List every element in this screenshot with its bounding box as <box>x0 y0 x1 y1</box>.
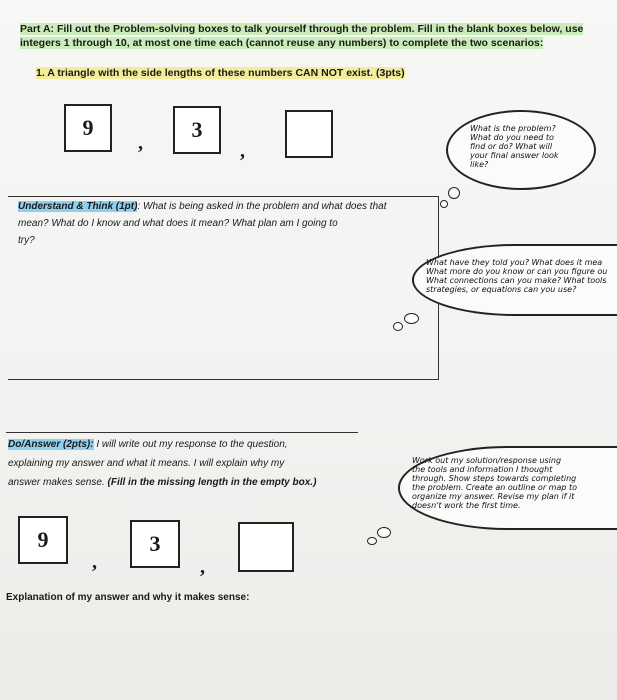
bubble-trail-dot <box>393 322 403 331</box>
part-a-label: Part A: <box>20 23 57 35</box>
part-a-line2-end: (cannot reuse any numbers) to complete the two scenarios: <box>242 37 544 49</box>
part-a-line2-start: integers 1 through 10, <box>20 37 133 49</box>
top-box-3[interactable] <box>285 110 333 158</box>
bubble-top-line: your final answer look <box>470 151 559 160</box>
question-1-number: 1. <box>36 67 45 79</box>
bubble-trail-dot <box>377 527 391 538</box>
bubble-trail-dot <box>440 200 448 208</box>
bottom-box-2: 3 <box>130 520 180 568</box>
bottom-box-3[interactable] <box>238 522 294 572</box>
thought-bubble-understand <box>412 244 617 316</box>
do-answer-line3-bold: (Fill in the missing length in the empty box.) <box>107 477 317 488</box>
bubble-bottom-line: through. Show steps towards completing <box>412 474 577 483</box>
bubble-trail-dot <box>404 313 419 324</box>
bubble-bottom-line: the problem. Create an outline or map to <box>412 483 578 492</box>
bubble-bottom-line: Work out my solution/response using <box>412 456 562 465</box>
do-answer-line1: I will write out my response to the question, <box>93 439 288 450</box>
bubble-mid-line: What more do you know or can you figure ou <box>426 267 608 276</box>
top-box-1: 9 <box>64 104 112 152</box>
understand-line3: try? <box>18 235 35 246</box>
question-1-text: A triangle with the side lengths of these numbers <box>47 67 296 79</box>
part-a-line2-bold: at most one time each <box>132 37 243 49</box>
question-1 <box>36 67 405 79</box>
understand-line2: mean? What do I know and what does it mean? What plan am I going to <box>18 218 338 229</box>
explanation-label: Explanation of my answer and why it makes sense: <box>6 592 250 603</box>
explanation-area[interactable] <box>6 612 606 692</box>
do-answer-line3-start: answer makes sense. <box>8 477 108 488</box>
top-box-2: 3 <box>173 106 221 154</box>
bubble-mid-line: strategies, or equations can you use? <box>426 285 577 294</box>
thought-bubble-do <box>398 446 617 530</box>
top-comma-2: , <box>240 140 245 162</box>
bottom-comma-2: , <box>200 556 205 578</box>
do-answer-line2: explaining my answer and what it means. I will explain why my <box>8 458 285 469</box>
bubble-trail-dot <box>448 187 460 199</box>
understand-label: Understand & Think (1pt) <box>18 201 138 212</box>
question-1-tail: exist. (3pts) <box>343 67 405 79</box>
bubble-bottom-line: the tools and information I thought <box>412 465 553 474</box>
part-a-line1: Fill out the Problem-solving boxes to talk yourself through the problem. Fill in the blank boxes below, use <box>56 23 584 35</box>
top-comma-1: , <box>138 132 143 154</box>
do-answer-prompt <box>8 435 368 492</box>
bubble-top-line: like? <box>470 160 489 169</box>
thought-bubble-problem <box>446 110 596 190</box>
question-1-emphasis: CAN NOT <box>295 67 344 79</box>
section-divider <box>438 205 439 215</box>
bubble-trail-dot <box>367 537 377 545</box>
bubble-mid-line: What have they told you? What does it mea <box>426 258 603 267</box>
bubble-bottom-line: organize my answer. Revise my plan if it <box>412 492 575 501</box>
do-answer-label: Do/Answer (2pts): <box>8 439 94 450</box>
bubble-top-line: What is the problem? <box>470 124 556 133</box>
understand-prompt <box>18 198 438 249</box>
understand-line1: : What is being asked in the problem and what does that <box>137 201 387 212</box>
do-answer-top-line <box>6 432 358 433</box>
bubble-top-line: What do you need to <box>470 133 554 142</box>
bubble-bottom-line: doesn't work the first time. <box>412 501 521 510</box>
bubble-top-line: find or do? What will <box>470 142 553 151</box>
bottom-comma-1: , <box>92 551 97 573</box>
bubble-mid-line: What connections can you make? What tools <box>426 276 607 285</box>
bottom-box-1: 9 <box>18 516 68 564</box>
part-a-instructions <box>20 22 610 50</box>
